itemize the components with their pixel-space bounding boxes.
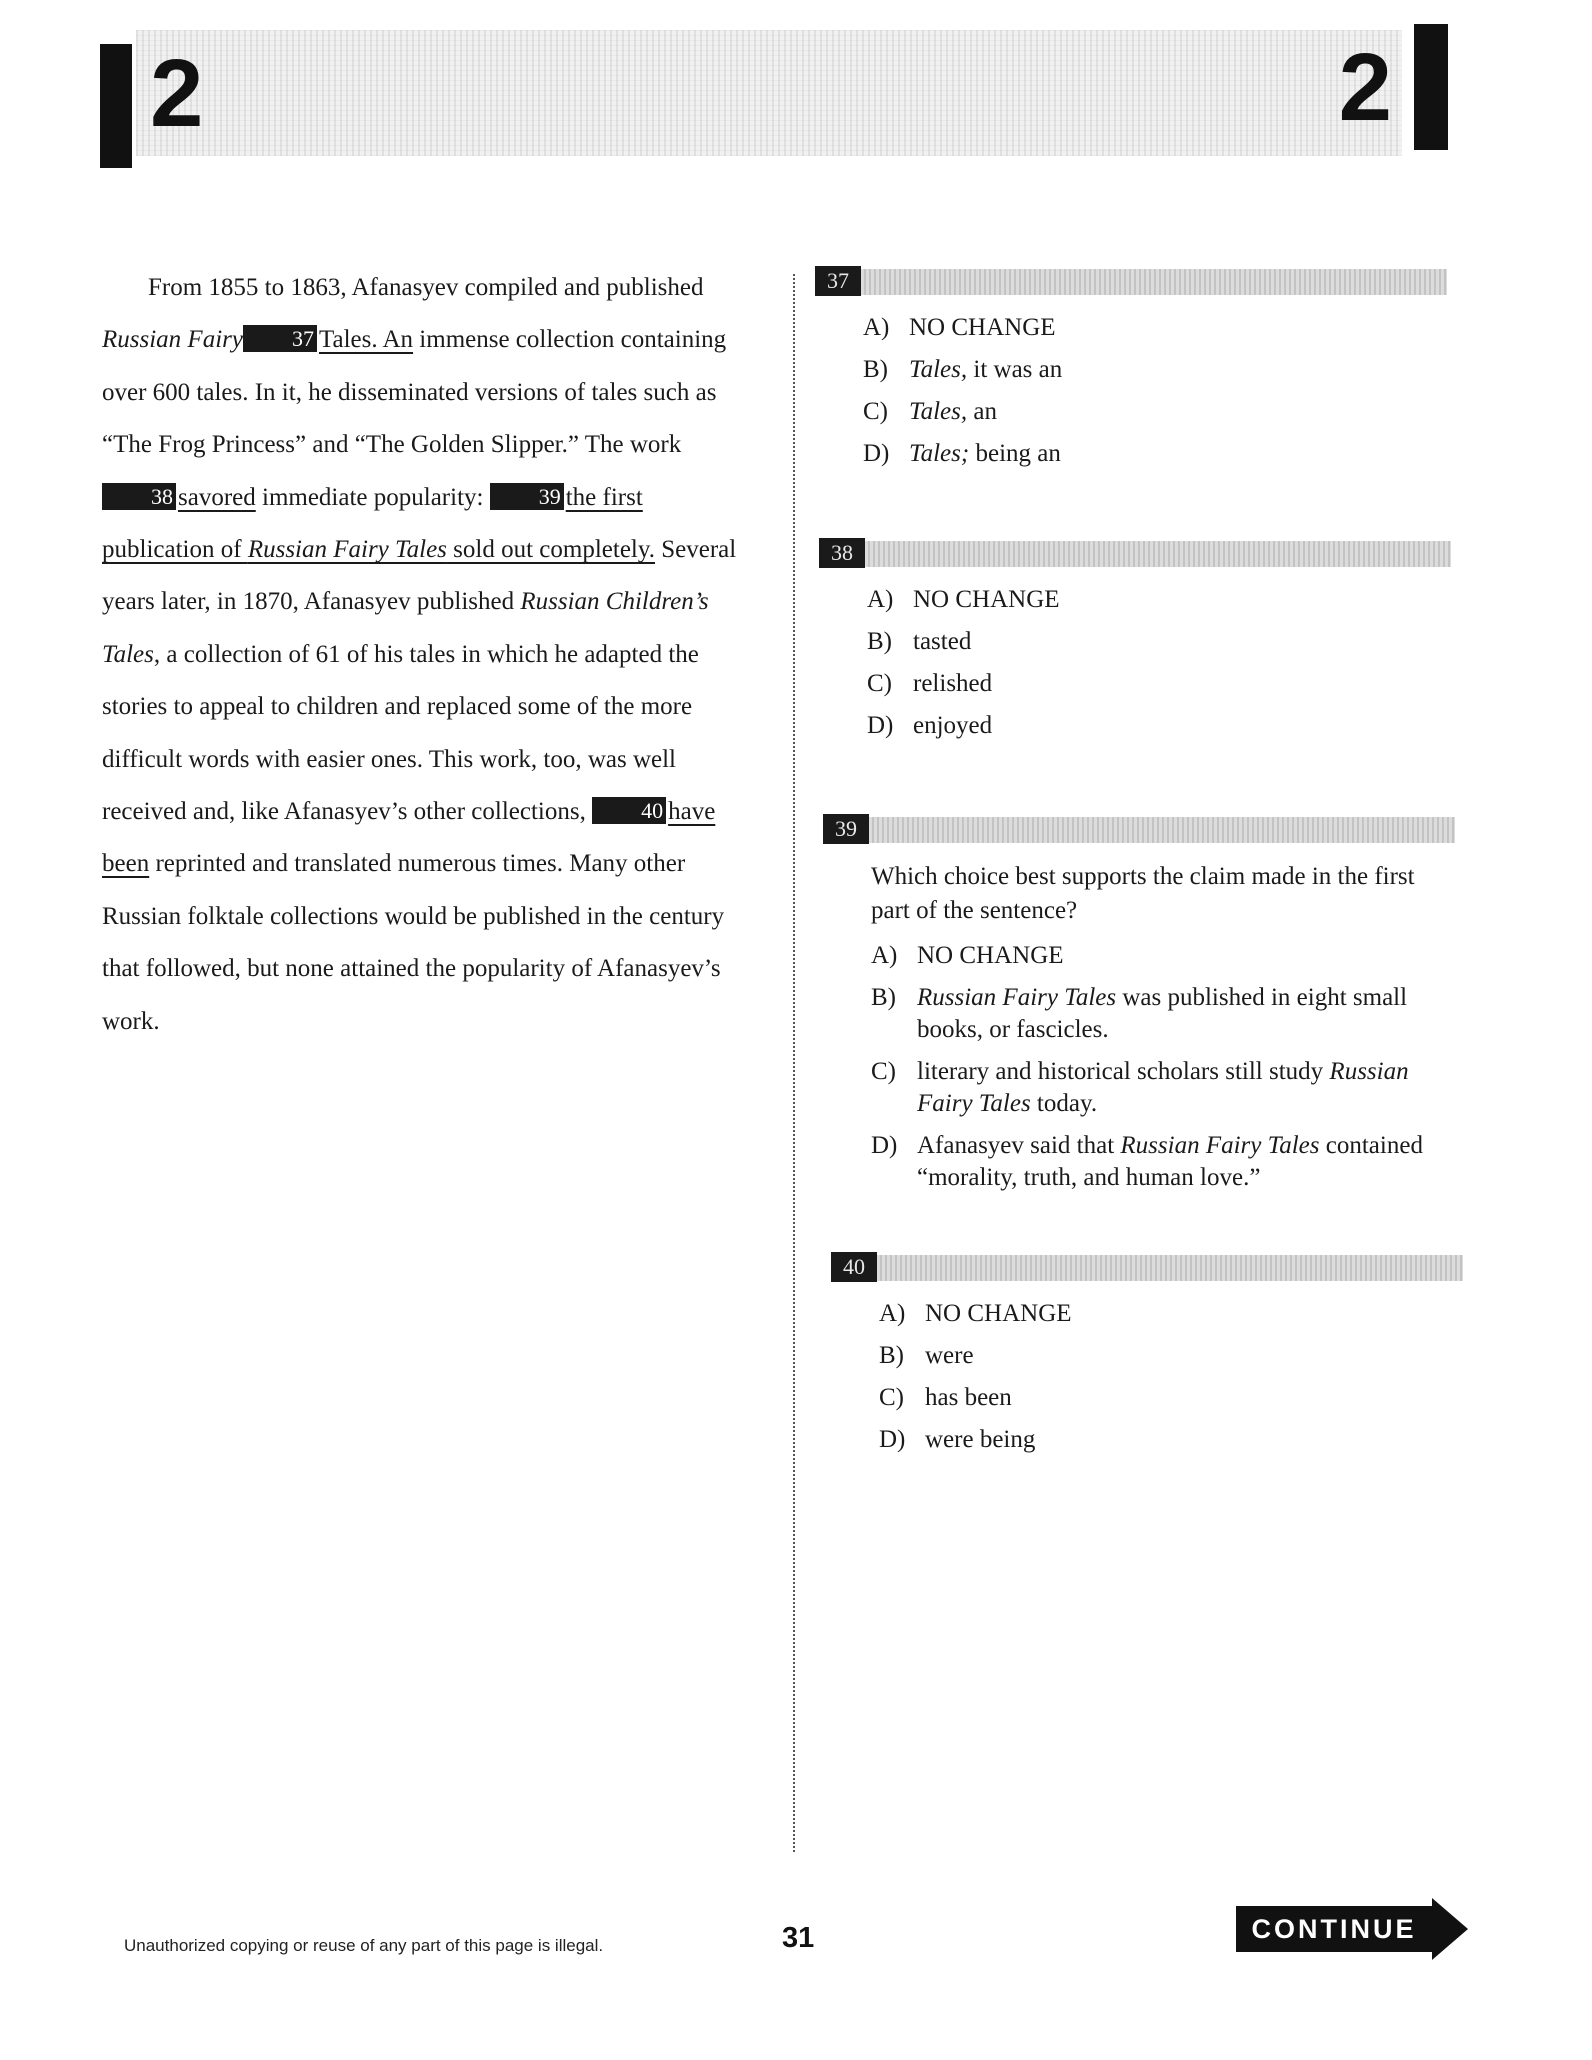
question-38 (819, 538, 1451, 752)
question-37 (815, 266, 1447, 480)
answer-choice-c[interactable] (871, 1056, 1455, 1120)
passage-italic-title: Russian Fairy (102, 326, 243, 354)
choice-letter: B) (879, 1342, 904, 1369)
choice-italic: Russian Fairy Tales (917, 1058, 1409, 1117)
header-bar-left (100, 44, 132, 168)
reading-passage (102, 262, 752, 1048)
choice-letter: D) (863, 440, 890, 467)
choice-letter: A) (867, 586, 894, 613)
choice-letter: B) (871, 984, 896, 1011)
underlined-italic-title: Russian Fairy Tales (247, 536, 447, 564)
choice-italic: Russian Fairy Tales (1120, 1132, 1320, 1159)
choice-rest: was published in eight small books, or fascicles. (917, 984, 1408, 1043)
answer-choice-b[interactable] (863, 354, 1447, 386)
choice-rest: today. (1030, 1090, 1098, 1117)
choice-letter: C) (867, 670, 892, 697)
choice-text (909, 354, 1447, 386)
question-header (819, 538, 1451, 568)
question-marker-39[interactable]: 39 (490, 483, 564, 510)
answer-choice-c[interactable] (863, 396, 1447, 428)
continue-button[interactable] (1236, 1898, 1472, 1960)
answer-choices (831, 1298, 1463, 1456)
continue-label: CONTINUE (1236, 1906, 1432, 1952)
choice-italic: Tales, (909, 398, 968, 425)
answer-choice-c[interactable] (879, 1382, 1463, 1414)
choice-text: were being (925, 1426, 1036, 1453)
passage-text: immense collection containing over 600 tales. In it, he disseminated versions of tales such as “The Frog Princess” and “The Golden Slipper.” The work (102, 326, 727, 459)
choice-pre: Afanasyev said that (917, 1132, 1121, 1159)
underlined-portion-38: savored (178, 483, 256, 511)
choice-letter: B) (867, 628, 892, 655)
passage-text: immediate popularity: (255, 483, 490, 511)
section-header (100, 24, 1448, 168)
choice-italic: Tales; (909, 440, 970, 467)
answer-choice-d[interactable] (863, 438, 1447, 470)
choice-text: enjoyed (913, 712, 993, 739)
choice-letter: B) (863, 356, 888, 383)
answer-choice-d[interactable] (871, 1130, 1455, 1194)
question-number: 38 (819, 538, 865, 568)
answer-choice-a[interactable] (863, 312, 1447, 344)
choice-rest: being an (969, 440, 1061, 467)
answer-choices (819, 584, 1451, 742)
underlined-text: the first publication of (102, 483, 643, 564)
choice-text: NO CHANGE (913, 586, 1060, 613)
section-number-left: 2 (150, 40, 204, 147)
answer-choice-a[interactable] (871, 940, 1455, 972)
question-number: 37 (815, 266, 861, 296)
question-number: 39 (823, 814, 869, 844)
underlined-portion-40: have been (102, 798, 716, 878)
question-header (823, 814, 1455, 844)
choice-text: NO CHANGE (925, 1300, 1072, 1327)
question-marker-38[interactable]: 38 (102, 483, 176, 510)
choice-rest: contained “morality, truth, and human love.” (917, 1132, 1423, 1191)
question-marker-40[interactable]: 40 (592, 797, 666, 824)
arrow-right-icon (1432, 1898, 1468, 1960)
question-marker-37[interactable]: 37 (243, 325, 317, 352)
page-number: 31 (782, 1922, 815, 1954)
question-header (831, 1252, 1463, 1282)
choice-text: were (925, 1342, 974, 1369)
choice-letter: A) (871, 942, 898, 969)
choice-text: NO CHANGE (909, 314, 1056, 341)
choice-rest: an (967, 398, 997, 425)
choice-letter: D) (867, 712, 894, 739)
passage-italic-title: Russian Children’s Tales (102, 588, 709, 668)
choice-pre: literary and historical scholars still study (917, 1058, 1330, 1085)
choice-letter: C) (863, 398, 888, 425)
choice-letter: A) (879, 1300, 906, 1327)
answer-choices (815, 312, 1447, 470)
copyright-notice: Unauthorized copying or reuse of any part of this page is illegal. (124, 1936, 604, 1955)
column-divider (793, 274, 795, 1852)
question-header-strip (863, 541, 1451, 567)
underlined-portion-37: Tales. An (318, 326, 414, 354)
choice-text (909, 438, 1447, 470)
choice-italic: Russian Fairy Tales (917, 984, 1117, 1011)
passage-text: From 1855 to 1863, Afanasyev compiled and published (148, 274, 704, 301)
choice-letter: D) (879, 1426, 906, 1453)
choice-text (917, 1130, 1455, 1194)
passage-paragraph (102, 262, 752, 1048)
question-header (815, 266, 1447, 296)
choice-text: has been (925, 1384, 1012, 1411)
choice-text: NO CHANGE (917, 942, 1064, 969)
choice-text: relished (913, 670, 993, 697)
answer-choices (823, 940, 1455, 1194)
header-bar-right (1414, 24, 1448, 150)
choice-letter: A) (863, 314, 890, 341)
section-number-right: 2 (1338, 34, 1392, 141)
answer-choice-d[interactable] (867, 710, 1451, 742)
question-number: 40 (831, 1252, 877, 1282)
choice-letter: C) (879, 1384, 904, 1411)
answer-choice-a[interactable] (867, 584, 1451, 616)
choice-text (909, 396, 1447, 428)
choice-italic: Tales, (909, 356, 968, 383)
answer-choice-b[interactable] (867, 626, 1451, 658)
answer-choice-d[interactable] (879, 1424, 1463, 1456)
choice-letter: C) (871, 1058, 896, 1085)
question-header-strip (875, 1255, 1463, 1281)
question-header-strip (859, 269, 1447, 295)
answer-choice-b[interactable] (871, 982, 1455, 1046)
answer-choice-a[interactable] (879, 1298, 1463, 1330)
answer-choice-b[interactable] (879, 1340, 1463, 1372)
choice-letter: D) (871, 1132, 898, 1159)
answer-choice-c[interactable] (867, 668, 1451, 700)
question-stem: Which choice best supports the claim made in the first part of the sentence? (871, 863, 1415, 924)
question-39 (823, 814, 1455, 1204)
underlined-text: sold out completely. (446, 536, 655, 564)
question-header-strip (867, 817, 1455, 843)
passage-text: , a collection of 61 of his tales in which he adapted the stories to appeal to children and replaced some of the more difficult words with easier ones. This work, too, was well received and, like Afanasyev’s other collections, (102, 640, 699, 826)
passage-text: Several years later, in 1870, Afanasyev published (102, 536, 737, 616)
question-40 (831, 1252, 1463, 1466)
passage-text: reprinted and translated numerous times. Many other Russian folktale collections would be published in the century that followed, but none attained the popularity of Afanasyev’s work. (102, 850, 725, 1035)
header-band (136, 30, 1402, 156)
choice-text: tasted (913, 628, 972, 655)
choice-text (917, 982, 1455, 1046)
choice-text (917, 1056, 1455, 1120)
choice-rest: it was an (967, 356, 1063, 383)
